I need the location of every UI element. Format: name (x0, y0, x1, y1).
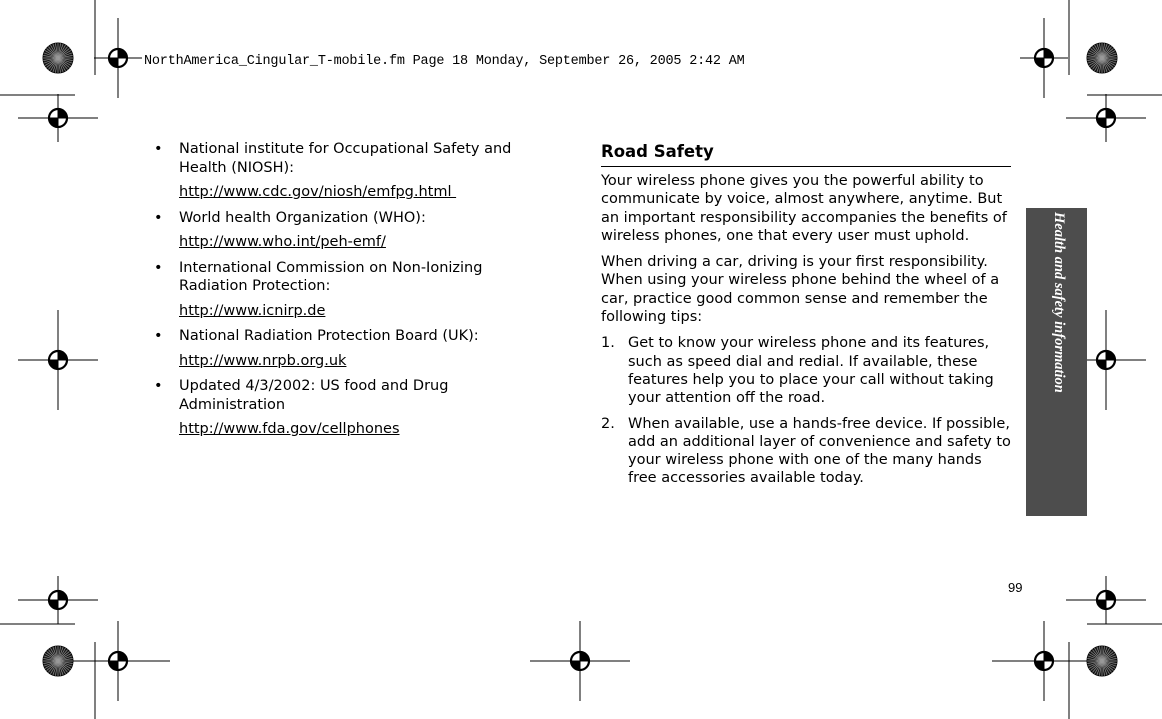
page-number: 99 (1008, 580, 1023, 595)
reference-link[interactable]: http://www.cdc.gov/niosh/emfpg.html (179, 184, 457, 200)
chapter-tab-label: Health and safety information (1051, 212, 1067, 393)
reference-label: National institute for Occupational Safety and Health (NIOSH): (179, 141, 512, 176)
registration-target-quadrant (1097, 118, 1106, 127)
body-paragraph: When driving a car, driving is your first responsibility. When using your wireless phone behind the wheel of a car, practice good common sense and remember the following tips: (601, 254, 1000, 326)
reference-label: World health Organization (WHO): (179, 209, 426, 226)
tip-number: 1. (601, 335, 615, 352)
reference-link[interactable]: http://www.nrpb.org.uk (179, 352, 347, 369)
reference-item (148, 209, 548, 252)
registration-target-quadrant (58, 351, 67, 360)
registration-target-quadrant (49, 360, 58, 369)
registration-target-quadrant (1106, 109, 1115, 118)
reference-links-column (148, 140, 548, 446)
print-header-file-info: NorthAmerica_Cingular_T-mobile.fm Page 18 Monday, September 26, 2005 2:42 AM (144, 54, 745, 69)
body-paragraph: Your wireless phone gives you the powerful ability to communicate by voice, almost anywhere, anytime. But an important responsibility accompanies the benefits of wireless phones, one that every user must uphold. (601, 173, 1007, 244)
reference-link[interactable]: http://www.fda.gov/cellphones (179, 421, 400, 437)
registration-target-quadrant (1106, 591, 1115, 600)
registration-target-quadrant (109, 58, 118, 67)
numbered-tip (601, 334, 1011, 407)
reference-link[interactable]: http://www.icnirp.de (179, 302, 326, 319)
reference-item (148, 140, 548, 202)
reference-label: Updated 4/3/2002: US food and Drug Administration (179, 378, 449, 413)
registration-target-quadrant (49, 600, 58, 609)
tip-number: 2. (601, 415, 615, 432)
reference-label: National Radiation Protection Board (UK): (179, 328, 479, 344)
tip-text: Get to know your wireless phone and its features, such as speed dial and redial. If available, these features help you to place your call without taking your attention off the road. (628, 335, 994, 407)
reference-link[interactable]: http://www.who.int/peh-emf/ (179, 234, 386, 250)
registration-target-quadrant (1106, 351, 1115, 360)
registration-target-quadrant (1097, 600, 1106, 609)
registration-target-quadrant (1035, 661, 1044, 670)
bullet-marker: • (154, 328, 163, 344)
registration-target-quadrant (109, 661, 118, 670)
road-safety-section (601, 141, 1011, 495)
numbered-tip (601, 415, 1011, 488)
registration-target-quadrant (1097, 360, 1106, 369)
bullet-marker: • (154, 141, 163, 157)
registration-target-quadrant (58, 109, 67, 118)
registration-target-quadrant (580, 652, 589, 661)
reference-item (148, 377, 548, 439)
reference-label: International Commission on Non-Ionizing Radiation Protection: (179, 259, 483, 294)
registration-target-quadrant (118, 652, 127, 661)
registration-target-quadrant (58, 591, 67, 600)
registration-target-quadrant (1044, 49, 1053, 58)
registration-target-quadrant (49, 118, 58, 127)
registration-target-quadrant (571, 661, 580, 670)
reference-item (148, 259, 548, 321)
bullet-marker: • (154, 378, 163, 394)
bullet-marker: • (154, 259, 163, 276)
registration-target-quadrant (1044, 652, 1053, 661)
registration-target-quadrant (118, 49, 127, 58)
reference-item (148, 327, 548, 370)
tip-text: When available, use a hands-free device. If possible, add an additional layer of convenience and safety to your wireless phone with one of the many hands free accessories available today. (628, 415, 1011, 487)
section-title: Road Safety (601, 141, 1011, 167)
registration-target-quadrant (1035, 58, 1044, 67)
bullet-marker: • (154, 209, 163, 226)
